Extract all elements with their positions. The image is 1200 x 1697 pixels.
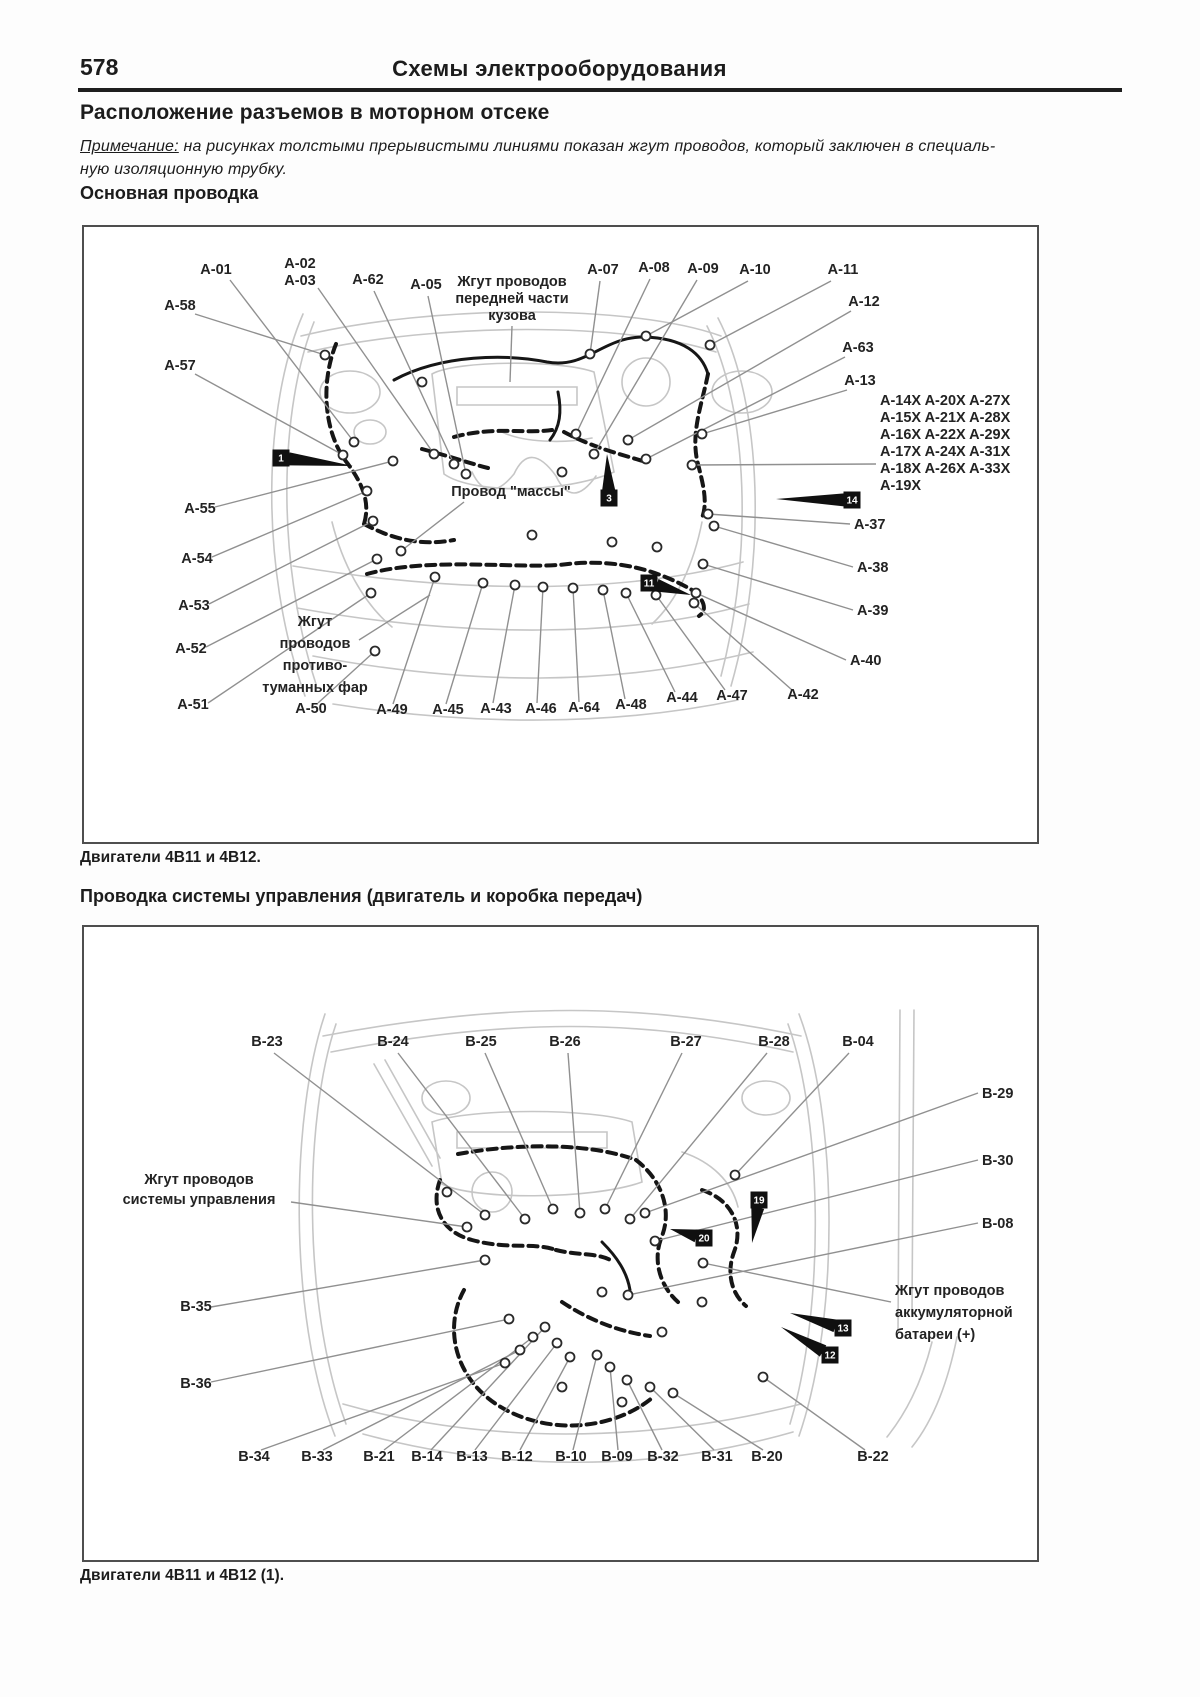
note-label: Примечание: bbox=[80, 138, 179, 155]
connector-dot bbox=[505, 1315, 514, 1324]
diagram-label: A-52 bbox=[175, 641, 207, 657]
connector-dot bbox=[450, 460, 459, 469]
connector-dot bbox=[626, 1215, 635, 1224]
wiring-harness-dashed bbox=[702, 1190, 746, 1306]
engine-bay-outline bbox=[422, 1081, 470, 1115]
diagram-label: B-12 bbox=[501, 1449, 533, 1465]
connector-dot bbox=[553, 1339, 562, 1348]
diagram-label: A-64 bbox=[568, 700, 600, 716]
connector-dot bbox=[367, 589, 376, 598]
diagram-label: A-54 bbox=[181, 551, 213, 567]
leader-line bbox=[446, 583, 483, 704]
leader-line bbox=[696, 593, 846, 660]
diagram-label: A-50 bbox=[295, 701, 327, 717]
callout-number: 3 bbox=[606, 493, 612, 505]
engine-bay-outline bbox=[707, 326, 742, 676]
diagram-label: системы управления bbox=[122, 1192, 276, 1208]
engine-bay-outline bbox=[799, 1014, 829, 1436]
diagram-label: B-29 bbox=[982, 1086, 1014, 1102]
diagram-label: противо- bbox=[282, 658, 348, 674]
note bbox=[80, 136, 1080, 181]
callout-number: 11 bbox=[643, 578, 655, 590]
diagram-label: B-21 bbox=[363, 1449, 395, 1465]
diagram-label: B-13 bbox=[456, 1449, 488, 1465]
diagram-label: кузова bbox=[488, 308, 536, 324]
leader-line bbox=[650, 1387, 714, 1450]
diagram-label: B-32 bbox=[647, 1449, 679, 1465]
diagram-label: A-42 bbox=[787, 687, 819, 703]
diagram-label: B-35 bbox=[180, 1299, 212, 1315]
leader-line bbox=[510, 326, 512, 382]
connector-dot bbox=[371, 647, 380, 656]
engine-bay-outline bbox=[323, 1011, 801, 1037]
connector-dot bbox=[646, 1383, 655, 1392]
engine-bay-outline bbox=[712, 371, 772, 413]
leader-line bbox=[594, 280, 697, 454]
wiring-harness-dashed bbox=[562, 1302, 650, 1336]
connector-dot bbox=[618, 1398, 627, 1407]
wiring-harness-dashed bbox=[454, 430, 552, 437]
diagram-label: A-57 bbox=[164, 358, 196, 374]
diagram-label: B-22 bbox=[857, 1449, 889, 1465]
callout-number: 19 bbox=[753, 1195, 765, 1207]
diagram-label: B-28 bbox=[758, 1034, 790, 1050]
connector-dot bbox=[698, 430, 707, 439]
diagram-label: A-46 bbox=[525, 701, 557, 717]
diagram-label: A-53 bbox=[178, 598, 210, 614]
leader-line bbox=[610, 1367, 618, 1450]
leader-line bbox=[568, 1053, 580, 1213]
connector-dot bbox=[511, 581, 520, 590]
connector-dot bbox=[622, 589, 631, 598]
diagram-label: A-08 bbox=[638, 260, 670, 276]
leader-line bbox=[692, 464, 876, 465]
connector-dot bbox=[516, 1346, 525, 1355]
engine-bay-outline bbox=[682, 1152, 738, 1207]
diagram-label: Жгут проводов bbox=[457, 274, 567, 290]
page-title: Расположение разъемов в моторном отсеке bbox=[80, 101, 550, 124]
leader-line bbox=[627, 1380, 662, 1450]
connector-dot bbox=[608, 538, 617, 547]
diagram-label: A-43 bbox=[480, 701, 512, 717]
diagram-label: B-14 bbox=[411, 1449, 443, 1465]
connector-dot bbox=[443, 1188, 452, 1197]
connector-dot bbox=[699, 560, 708, 569]
engine-bay-outline bbox=[742, 1081, 790, 1115]
leader-line bbox=[590, 281, 600, 354]
callout-number: 14 bbox=[846, 495, 858, 507]
callout-number: 1 bbox=[278, 453, 284, 465]
diagram-label: аккумуляторной bbox=[895, 1305, 1013, 1321]
engine-bay-outline bbox=[385, 1060, 440, 1158]
leader-line bbox=[211, 1319, 509, 1382]
connector-dot bbox=[624, 1291, 633, 1300]
diagram-label: A-38 bbox=[857, 560, 889, 576]
callout-arrow bbox=[781, 1327, 826, 1357]
leader-line bbox=[274, 1053, 485, 1215]
leader-line bbox=[211, 1260, 485, 1307]
leader-line bbox=[605, 1053, 682, 1209]
diagram-label: A-10 bbox=[739, 262, 771, 278]
callout-number: 20 bbox=[698, 1233, 710, 1245]
connector-dot bbox=[501, 1359, 510, 1368]
leader-line bbox=[603, 590, 625, 699]
connector-dot bbox=[479, 579, 488, 588]
connector-dot bbox=[321, 351, 330, 360]
connector-dot bbox=[539, 583, 548, 592]
connector-dot bbox=[653, 543, 662, 552]
leader-line bbox=[431, 1327, 545, 1450]
connector-dot bbox=[462, 470, 471, 479]
engine-bay-outline bbox=[887, 1342, 932, 1437]
diagram-label: A-63 bbox=[842, 340, 874, 356]
diagram-label: B-27 bbox=[670, 1034, 702, 1050]
diagram-label: A-62 bbox=[352, 272, 384, 288]
header-rule bbox=[78, 88, 1122, 92]
diagram-label: B-31 bbox=[701, 1449, 733, 1465]
connector-dot bbox=[601, 1205, 610, 1214]
diagram-label: батареи (+) bbox=[895, 1327, 976, 1343]
diagram-label: A-58 bbox=[164, 298, 196, 314]
connector-dot bbox=[669, 1389, 678, 1398]
diagram-label: B-10 bbox=[555, 1449, 587, 1465]
connector-dot bbox=[528, 531, 537, 540]
connector-dot bbox=[369, 517, 378, 526]
connector-dot bbox=[418, 378, 427, 387]
diagram-label: A-48 bbox=[615, 697, 647, 713]
control-wiring-diagram bbox=[84, 927, 1037, 1560]
diagram-label: A-47 bbox=[716, 688, 748, 704]
main-wiring-diagram bbox=[84, 227, 1037, 842]
connector-dot bbox=[641, 1209, 650, 1218]
diagram-label: A-39 bbox=[857, 603, 889, 619]
section-heading-main-wiring: Основная проводка bbox=[80, 183, 259, 203]
callout-arrow bbox=[751, 1207, 764, 1243]
engine-bay-outline bbox=[313, 652, 753, 678]
connector-dot bbox=[350, 438, 359, 447]
diagram-label: B-24 bbox=[377, 1034, 409, 1050]
connector-dot bbox=[541, 1323, 550, 1332]
connector-dot bbox=[431, 573, 440, 582]
connector-dot bbox=[692, 589, 701, 598]
connector-dot bbox=[389, 457, 398, 466]
diagram-label: B-34 bbox=[238, 1449, 270, 1465]
leader-line bbox=[209, 521, 373, 604]
wiring-harness-dashed bbox=[556, 1250, 614, 1262]
diagram-label: Провод "массы" bbox=[451, 484, 571, 500]
engine-bay-outline bbox=[912, 1010, 914, 1312]
diagram-label: B-30 bbox=[982, 1153, 1014, 1169]
diagram-label: A-02 bbox=[284, 256, 316, 272]
leader-line bbox=[485, 1053, 553, 1209]
connector-dot bbox=[599, 586, 608, 595]
connector-dot bbox=[481, 1211, 490, 1220]
connector-dot bbox=[576, 1209, 585, 1218]
section-heading-control-wiring: Проводка системы управления (двигатель и коробка передач) bbox=[80, 886, 643, 906]
leader-line bbox=[763, 1377, 865, 1450]
leader-line bbox=[359, 595, 430, 640]
connector-dot bbox=[598, 1288, 607, 1297]
callout-number: 12 bbox=[824, 1350, 836, 1362]
diagram-label: Жгут проводов bbox=[895, 1283, 1005, 1299]
diagram-label: A-49 bbox=[376, 702, 408, 718]
diagram-label: A-11 bbox=[827, 262, 859, 278]
diagram-label: B-04 bbox=[842, 1034, 874, 1050]
engine-bay-outline bbox=[312, 1024, 346, 1424]
engine-bay-outline bbox=[788, 1024, 815, 1424]
diagram-label: B-26 bbox=[549, 1034, 581, 1050]
connector-dot bbox=[521, 1215, 530, 1224]
leader-line bbox=[694, 603, 792, 690]
connector-dot bbox=[529, 1333, 538, 1342]
connector-dot bbox=[430, 450, 439, 459]
wiring-harness-solid bbox=[550, 392, 560, 440]
diagram-label: A-19X bbox=[880, 478, 922, 494]
leader-line bbox=[645, 1093, 978, 1213]
leader-line bbox=[573, 1355, 597, 1450]
leader-line bbox=[493, 585, 515, 703]
diagram-label: туманных фар bbox=[262, 680, 368, 696]
connector-dot bbox=[698, 1298, 707, 1307]
leader-line bbox=[398, 1053, 525, 1219]
connector-dot bbox=[642, 332, 651, 341]
connector-dot bbox=[759, 1373, 768, 1382]
header-title: Схемы электрооборудования bbox=[392, 56, 727, 81]
callout-arrow bbox=[790, 1313, 837, 1332]
connector-dot bbox=[566, 1353, 575, 1362]
leader-line bbox=[537, 587, 543, 703]
leader-line bbox=[646, 281, 748, 336]
diagram-label: A-05 bbox=[410, 277, 442, 293]
connector-dot bbox=[593, 1351, 602, 1360]
connector-dot bbox=[642, 455, 651, 464]
diagram-label: A-12 bbox=[848, 294, 880, 310]
diagram-label: A-51 bbox=[177, 697, 209, 713]
connector-dot bbox=[623, 1376, 632, 1385]
diagram-label: передней части bbox=[455, 291, 569, 307]
page-number: 578 bbox=[80, 54, 119, 80]
engine-bay-outline bbox=[718, 318, 755, 686]
control-wiring-diagram-frame bbox=[82, 925, 1039, 1562]
diagram-label: Жгут bbox=[297, 614, 333, 630]
connector-dot bbox=[586, 350, 595, 359]
connector-dot bbox=[549, 1205, 558, 1214]
diagram-label: A-09 bbox=[687, 261, 719, 277]
connector-dot bbox=[558, 468, 567, 477]
diagram-label: A-37 bbox=[854, 517, 886, 533]
connector-dot bbox=[690, 599, 699, 608]
diagram-label: A-18X A-26X A-33X bbox=[880, 461, 1011, 477]
connector-dot bbox=[373, 555, 382, 564]
leader-line bbox=[673, 1393, 763, 1450]
connector-dot bbox=[706, 341, 715, 350]
engine-bay-outline bbox=[374, 1064, 432, 1166]
diagram1-caption: Двигатели 4B11 и 4B12. bbox=[80, 849, 261, 866]
leader-line bbox=[708, 514, 850, 524]
diagram-label: A-14X A-20X A-27X bbox=[880, 393, 1011, 409]
diagram-label: A-40 bbox=[850, 653, 882, 669]
diagram-label: B-25 bbox=[465, 1034, 497, 1050]
connector-dot bbox=[481, 1256, 490, 1265]
note-line-1 bbox=[80, 136, 1080, 159]
note-text-1: на рисунках толстыми прерывистыми линиями показан жгут проводов, который заключен в специаль- bbox=[178, 138, 996, 155]
diagram-label: A-45 bbox=[432, 702, 464, 718]
connector-dot bbox=[704, 510, 713, 519]
diagram-label: A-01 bbox=[200, 262, 232, 278]
leader-line bbox=[714, 526, 853, 567]
diagram-label: Жгут проводов bbox=[144, 1172, 254, 1188]
diagram-label: проводов bbox=[279, 636, 351, 652]
connector-dot bbox=[339, 451, 348, 460]
leader-line bbox=[573, 588, 579, 702]
connector-dot bbox=[688, 461, 697, 470]
callout-number: 13 bbox=[837, 1323, 849, 1335]
connector-dot bbox=[558, 1383, 567, 1392]
diagram-label: B-36 bbox=[180, 1376, 212, 1392]
note-text-2: ную изоляционную трубку. bbox=[80, 160, 288, 178]
connector-dot bbox=[363, 487, 372, 496]
connector-dot bbox=[731, 1171, 740, 1180]
diagram-label: A-16X A-22X A-29X bbox=[880, 427, 1011, 443]
diagram-label: A-03 bbox=[284, 273, 316, 289]
connector-dot bbox=[569, 584, 578, 593]
diagram-label: B-09 bbox=[601, 1449, 633, 1465]
diagram-label: A-17X A-24X A-31X bbox=[880, 444, 1011, 460]
connector-dot bbox=[590, 450, 599, 459]
wiring-harness-dashed bbox=[364, 524, 454, 542]
leader-line bbox=[703, 564, 853, 610]
engine-bay-outline bbox=[432, 363, 614, 489]
leader-line bbox=[702, 390, 847, 434]
diagram-label: B-23 bbox=[251, 1034, 283, 1050]
leader-line bbox=[401, 502, 464, 551]
engine-bay-outline bbox=[912, 1337, 957, 1447]
diagram-label: A-15X A-21X A-28X bbox=[880, 410, 1011, 426]
diagram-label: A-44 bbox=[666, 690, 698, 706]
connector-dot bbox=[463, 1223, 472, 1232]
connector-dot bbox=[572, 430, 581, 439]
diagram-label: B-08 bbox=[982, 1216, 1014, 1232]
connector-dot bbox=[606, 1363, 615, 1372]
leader-line bbox=[628, 311, 851, 440]
diagram-label: A-07 bbox=[587, 262, 619, 278]
leader-line bbox=[520, 1357, 570, 1450]
diagram-label: B-20 bbox=[751, 1449, 783, 1465]
connector-dot bbox=[710, 522, 719, 531]
connector-dot bbox=[699, 1259, 708, 1268]
connector-dot bbox=[397, 547, 406, 556]
diagram-label: B-33 bbox=[301, 1449, 333, 1465]
wiring-harness-dashed bbox=[437, 1180, 556, 1250]
leader-line bbox=[655, 1160, 978, 1241]
callout-arrow bbox=[776, 493, 844, 506]
wiring-harness-solid bbox=[602, 1242, 630, 1290]
connector-dot bbox=[651, 1237, 660, 1246]
diagram2-caption: Двигатели 4B11 и 4B12 (1). bbox=[80, 1567, 285, 1584]
leader-line bbox=[710, 281, 831, 345]
engine-bay-outline bbox=[472, 1172, 512, 1212]
connector-dot bbox=[658, 1328, 667, 1337]
connector-dot bbox=[624, 436, 633, 445]
diagram-label: A-13 bbox=[844, 373, 876, 389]
engine-bay-outline bbox=[297, 604, 749, 630]
diagram-label: A-55 bbox=[184, 501, 216, 517]
main-wiring-diagram-frame bbox=[82, 225, 1039, 844]
